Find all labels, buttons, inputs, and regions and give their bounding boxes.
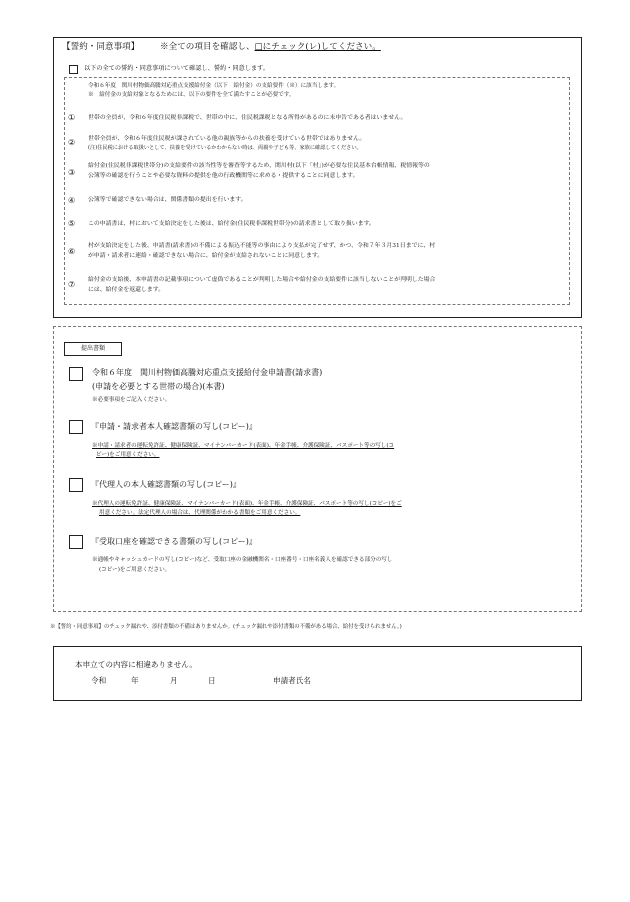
applicant-name-label: 申請者氏名 — [273, 676, 311, 685]
pledge-item-number: ⑦ — [68, 280, 76, 289]
document-note: ※申請・請求者の運転免許証、健康保険証、マイナンバーカード(表面)、年金手帳、介護保険証、パスポート等の写し(コ — [92, 443, 395, 449]
document-title: 令和６年度 関川村物価高騰対応重点支援給付金申請書(請求書) — [92, 368, 323, 377]
pledge-item-text: 世帯の全員が、令和６年度住民税非課税で、世帯の中に、住民税課税となる所得があるのに未申告である者はいません。 — [88, 115, 407, 121]
document-title-2: (申請を必要とする世帯の場合)(本書) — [92, 382, 225, 391]
pledge-item-number: ⑥ — [68, 247, 76, 256]
pledge-item-text: 世帯全員が、令和６年度住民税が課されている他の親族等からの扶養を受けている世帯ではありません。 — [88, 136, 366, 142]
pledge-item-number: ③ — [68, 168, 76, 177]
document-note: ※必要事項をご記入ください。 — [92, 397, 171, 403]
date-era-label: 令和 — [91, 676, 107, 685]
document-note: ※代理人の運転免許証、健康保険証、マイナンバーカード(表面)、年金手帳、介護保険証、パスポート等の写し(コピー)をご — [92, 501, 402, 507]
pledge-item-text: この申請書は、村において支給決定をした後は、給付金(住民税非課税世帯分)の請求書として取り扱います。 — [88, 221, 375, 227]
document-note: 用意ください。法定代理人の場合は、代理関係がわかる書類をご用意ください。 — [99, 510, 301, 516]
agree-all-label: 以下の全ての誓約・同意事項について確認し、誓約・同意します。 — [84, 65, 270, 72]
date-month-label: 月 — [170, 676, 178, 685]
document-title: 『代理人の本人確認書類の写し(コピー)』 — [91, 480, 241, 489]
pledge-item-text: 村が支給決定をした後、申請書(請求書)の不備による振込不能等の事由により支払が完了せず、かつ、令和７年３月31日までに、村 — [88, 243, 436, 249]
pledge-item-text: 公簿等の確認を行うことや必要な資料の提供を他の行政機関等に求める・提供することに同意します。 — [88, 173, 359, 179]
date-year-label: 年 — [131, 676, 139, 685]
pledge-instruction — [160, 42, 381, 53]
pledge-intro: 令和６年度 関川村物価高騰対応重点支援給付金（以下 給付金）の支給要件（※）に該当します。 — [88, 83, 340, 89]
pledge-item-text: 公簿等で確認できない場合は、関係書類の提出を行います。 — [88, 197, 247, 203]
declaration-section — [53, 646, 582, 701]
pledge-items-box — [64, 77, 570, 305]
warning-note: ※【誓約・同意事項】のチェック漏れや、添付書類の不備はありませんか。(チェック漏れや添付書類の不備がある場合、給付を受けられません。) — [50, 624, 402, 630]
document-note: ※通帳やキャッシュカードの写し(コピー)など、受取口座の金融機関名・口座番号・口座名義人を確認できる部分の写し — [92, 557, 393, 563]
document-note: (コピー)をご用意ください。 — [99, 567, 171, 573]
pledge-item-text: には、給付金を返還します。 — [88, 287, 165, 293]
pledge-item-number: ② — [68, 138, 76, 147]
pledge-item-number: ④ — [68, 196, 76, 205]
pledge-item-text: 給付金(住民税非課税世帯分)の支給要件の該当性等を審査等するため、関川村(以下「村」)が必要な住民基本台帳情報、税情報等の — [88, 163, 430, 169]
pledge-title: 【誓約・同意事項】 — [62, 42, 140, 52]
document-title: 『受取口座を確認できる書類の写し(コピー)』 — [91, 537, 257, 546]
documents-tag: 提出書類 — [64, 342, 122, 356]
pledge-item-text: が申請・請求者に連絡・確認できない場合に、給付金が支給されないことに同意します。 — [88, 253, 324, 259]
pledge-item-number: ① — [68, 113, 76, 122]
pledge-item-number: ⑤ — [68, 219, 76, 228]
pledge-intro-note: ※ 給付金の支給対象となるためには、以下の要件を全て満たすことが必要です。 — [88, 92, 295, 98]
pledge-item-text: 給付金の支給後、本申請書の記載事項について虚偽であることが判明した場合や給付金の支給要件に該当しないことが判明した場合 — [88, 277, 436, 283]
document-checkbox-applicant-id[interactable] — [69, 420, 83, 434]
document-checkbox-proxy-id[interactable] — [69, 478, 83, 492]
document-title: 『申請・請求者本人確認書類の写し(コピー)』 — [91, 422, 257, 431]
document-checkbox-application[interactable] — [69, 367, 83, 381]
pledge-item-note: (注)住民税における取扱いとして、扶養を受けているかわからない時は、両親や子ども等、家族に確認してください。 — [88, 145, 362, 151]
pledge-instruction-prefix: ※全ての項目を確認し、 — [160, 42, 255, 52]
pledge-instruction-highlight: □にチェック(レ)してください。 — [254, 42, 381, 52]
date-day-label: 日 — [208, 676, 216, 685]
agree-all-checkbox[interactable] — [69, 65, 78, 74]
document-note: ピー)をご用意ください。 — [96, 452, 160, 458]
document-checkbox-bank-account[interactable] — [69, 535, 83, 549]
declaration-statement: 本申立ての内容に相違ありません。 — [75, 660, 197, 669]
